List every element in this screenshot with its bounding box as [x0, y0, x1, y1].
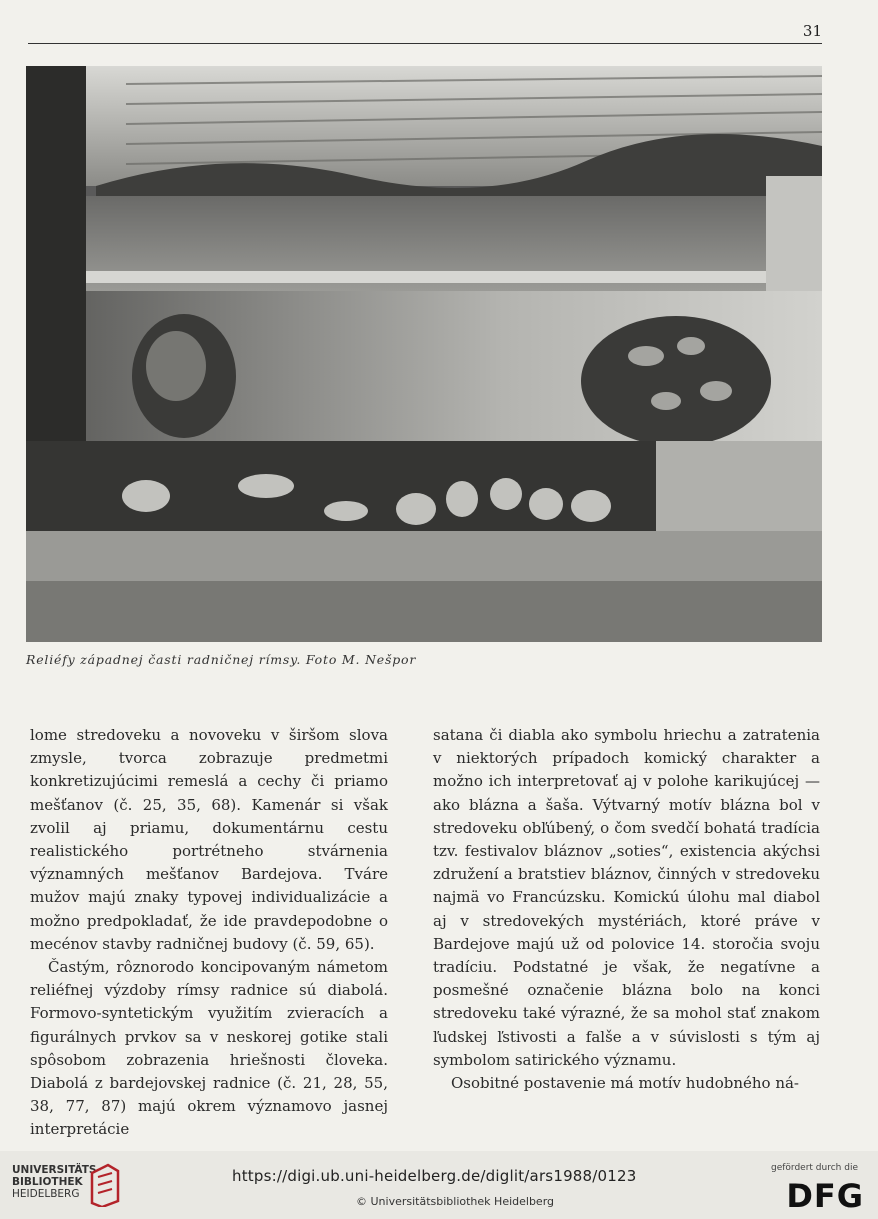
cornice-photo — [26, 66, 822, 642]
footer-bar — [0, 1151, 878, 1219]
paragraph: Častým, rôznorodo koncipovaným námetom reliéfnej výzdoby rímsy radnice sú diabolá. Formovo-syntetickým využitím zvieracích a figurálnych prvkov sa v neskorej gotike stali spôsobom zobrazenia hriešnosti človeka. Diabolá z bardejovskej radnice (č. 21, 28, 55, 38, 77, 87) majú okrem významovo jasnej interpretácie — [30, 958, 388, 1139]
drainpipe — [26, 66, 86, 446]
library-name-line: UNIVERSITÄTS- — [12, 1164, 101, 1176]
permalink-url[interactable]: https://digi.ub.uni-heidelberg.de/diglit/ars1988/0123 — [232, 1167, 637, 1185]
dfg-logo[interactable]: DFG — [786, 1177, 864, 1215]
page-number: 31 — [802, 22, 822, 40]
header-rule — [28, 43, 822, 44]
paragraph: Osobitné postavenie má motív hudobného ná- — [451, 1074, 799, 1093]
ledge-highlight — [66, 271, 766, 283]
library-name-line: HEIDELBERG — [12, 1188, 80, 1200]
text-column-right — [433, 724, 820, 1095]
paragraph: satana či diabla ako symbolu hriechu a zatratenia v niektorých prípadoch komický charakter a možno ich interpretovať aj v polohe karikujúcej — ako blázna a šaša. Výtvarný motív blázna bol v stredoveku obľúbený, o čom svedčí bohatá tradícia tzv. festivalov bláznov „soties“, existencia akýchsi združení a bratstiev bláznov, činných v stredoveku najmä vo Francúzsku. Komickú úlohu mal diabol aj v stredovekých mystériách, ktoré práve v Bardejove majú už od polovice 14. storočia svoju tradíciu. Podstatné je však, že negatívne a posmešné označenie blázna bolo na konci stredoveku také výrazné, že sa mohol stať znakom ľudskej ľstivosti a falše a v súvislosti s tým aj symbolom satirického významu. — [433, 726, 820, 1069]
library-name-line: BIBLIOTHEK — [12, 1176, 83, 1188]
funder-label: gefördert durch die — [771, 1163, 858, 1173]
leaf-ornament — [581, 316, 771, 446]
text-column-left — [30, 724, 388, 1142]
lower-frieze-right — [656, 441, 822, 531]
carved-head-face — [146, 331, 206, 401]
paragraph: lome stredoveku a novoveku v širšom slova zmysle, tvorca zobrazuje predmetmi konkretizujúcimi remeslá a cechy či priamo mešťanov (č. 25, 35, 68). Kamenár si však zvolil aj priamu, dokumentárnu cestu realistického portrétneho stvárnenia významných mešťanov Bardejova. Tváre mužov majú znaky typovej individualizácie a možno predpokladať, že ide pravdepodobne o mecénov stavby radničnej budovy (č. 59, 65). — [30, 726, 388, 953]
copyright-notice: © Universitätsbibliothek Heidelberg — [356, 1195, 555, 1208]
base-stones — [26, 581, 822, 642]
photo-caption: Reliéfy západnej časti radničnej rímsy. Foto M. Nešpor — [26, 652, 417, 667]
base-band — [26, 531, 822, 581]
library-seal-icon — [88, 1163, 122, 1207]
